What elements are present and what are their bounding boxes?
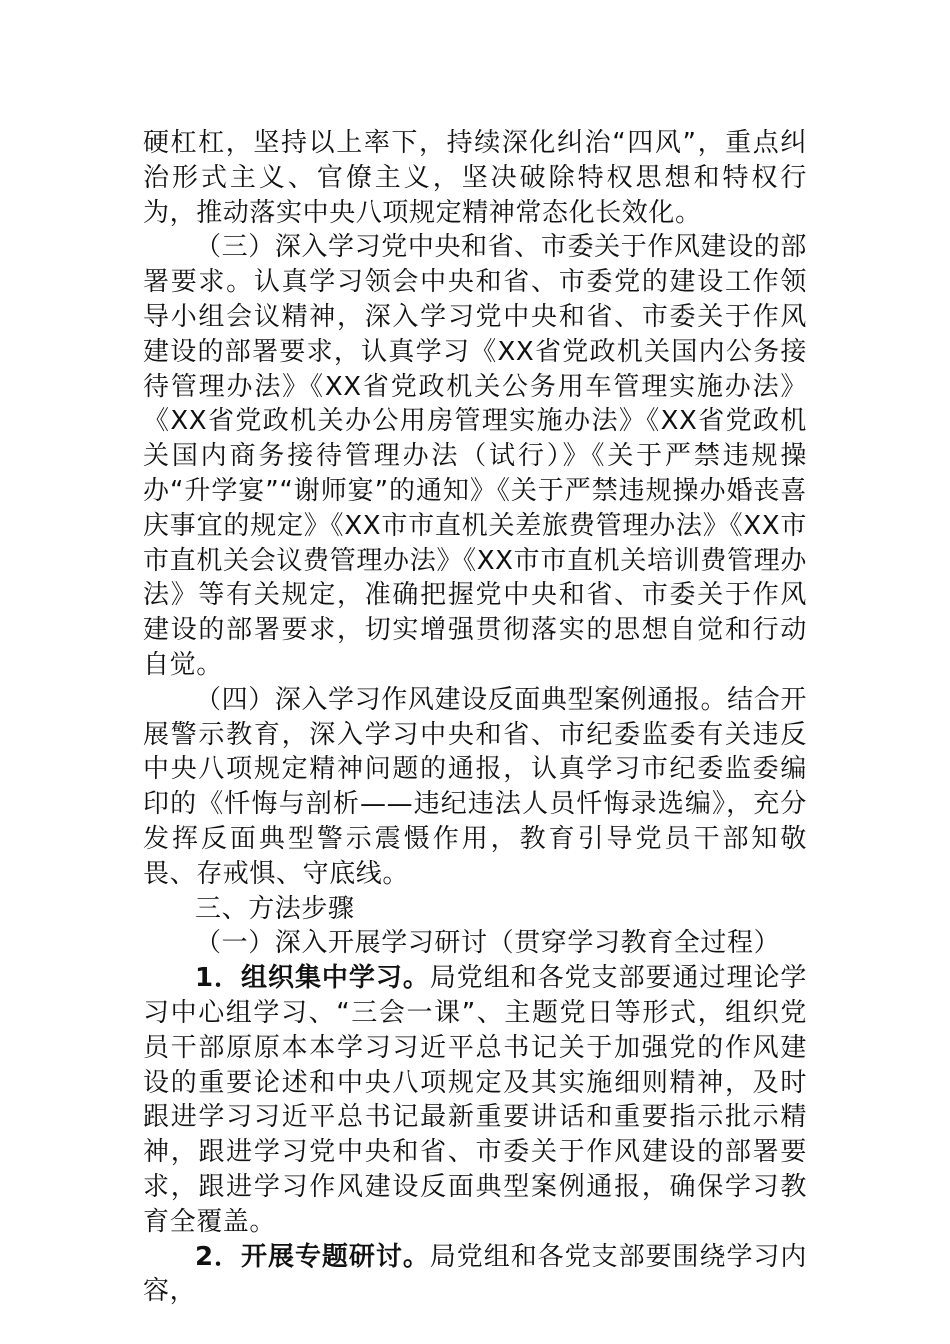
paragraph-continuation bbox=[143, 126, 807, 230]
paragraph-section-3 bbox=[143, 230, 807, 682]
item-lead: 2．开展专题研讨。 bbox=[195, 1241, 430, 1272]
document-body bbox=[143, 126, 807, 1309]
paragraph-text: （三）深入学习党中央和省、市委关于作风建设的部署要求。认真学习领会中央和省、市委党的建设工作领导小组会议精神，深入学习党中央和省、市委关于作风建设的部署要求，认真学习《XX省党政机关国内公务接待管理办法》《XX省党政机关公务用车管理实施办法》《XX省党政机关办公用房管理实施办法》《XX省党政机关国内商务接待管理办法（试行）》《关于严禁违规操办“升学宴”“谢师宴”的通知》《关于严禁违规操办婚丧喜庆事宜的规定》《XX市市直机关差旅费管理办法》《XX市市直机关会议费管理办法》《XX市市直机关培训费管理办法》等有关规定，准确把握党中央和省、市委关于作风建设的部署要求，切实增强贯彻落实的思想自觉和行动自觉。 bbox=[143, 232, 807, 680]
heading-text: 三、方法步骤 bbox=[195, 893, 355, 924]
subheading-study-discussion bbox=[143, 926, 807, 961]
item-lead: 1．组织集中学习。 bbox=[195, 963, 430, 994]
paragraph-text: 局党组和各党支部要围绕学习内容， bbox=[143, 1241, 807, 1307]
subheading-text: （一）深入开展学习研讨（贯穿学习教育全过程） bbox=[195, 928, 781, 959]
paragraph-section-4 bbox=[143, 683, 807, 892]
paragraph-text: 局党组和各党支部要通过理论学习中心组学习、“三会一课”、主题党日等形式，组织党员干部原原本本学习习近平总书记关于加强党的作风建设的重要论述和中央八项规定及其实施细则精神，及时跟进学习习近平总书记最新重要讲话和重要指示批示精神，跟进学习党中央和省、市委关于作风建设的部署要求，跟进学习作风建设反面典型案例通报，确保学习教育全覆盖。 bbox=[143, 963, 807, 1237]
paragraph-text: （四）深入学习作风建设反面典型案例通报。结合开展警示教育，深入学习中央和省、市纪委监委有关违反中央八项规定精神问题的通报，认真学习市纪委监委编印的《忏悔与剖析——违纪违法人员忏悔录选编》，充分发挥反面典型警示震慑作用，教育引导党员干部知敬畏、存戒惧、守底线。 bbox=[143, 684, 807, 889]
heading-methods-steps bbox=[143, 892, 807, 927]
paragraph-text: 硬杠杠，坚持以上率下，持续深化纠治“四风”，重点纠治形式主义、官僚主义，坚决破除特权思想和特权行为，推动落实中央八项规定精神常态化长效化。 bbox=[143, 128, 807, 228]
paragraph-item-1 bbox=[143, 961, 807, 1239]
paragraph-item-2 bbox=[143, 1240, 807, 1310]
